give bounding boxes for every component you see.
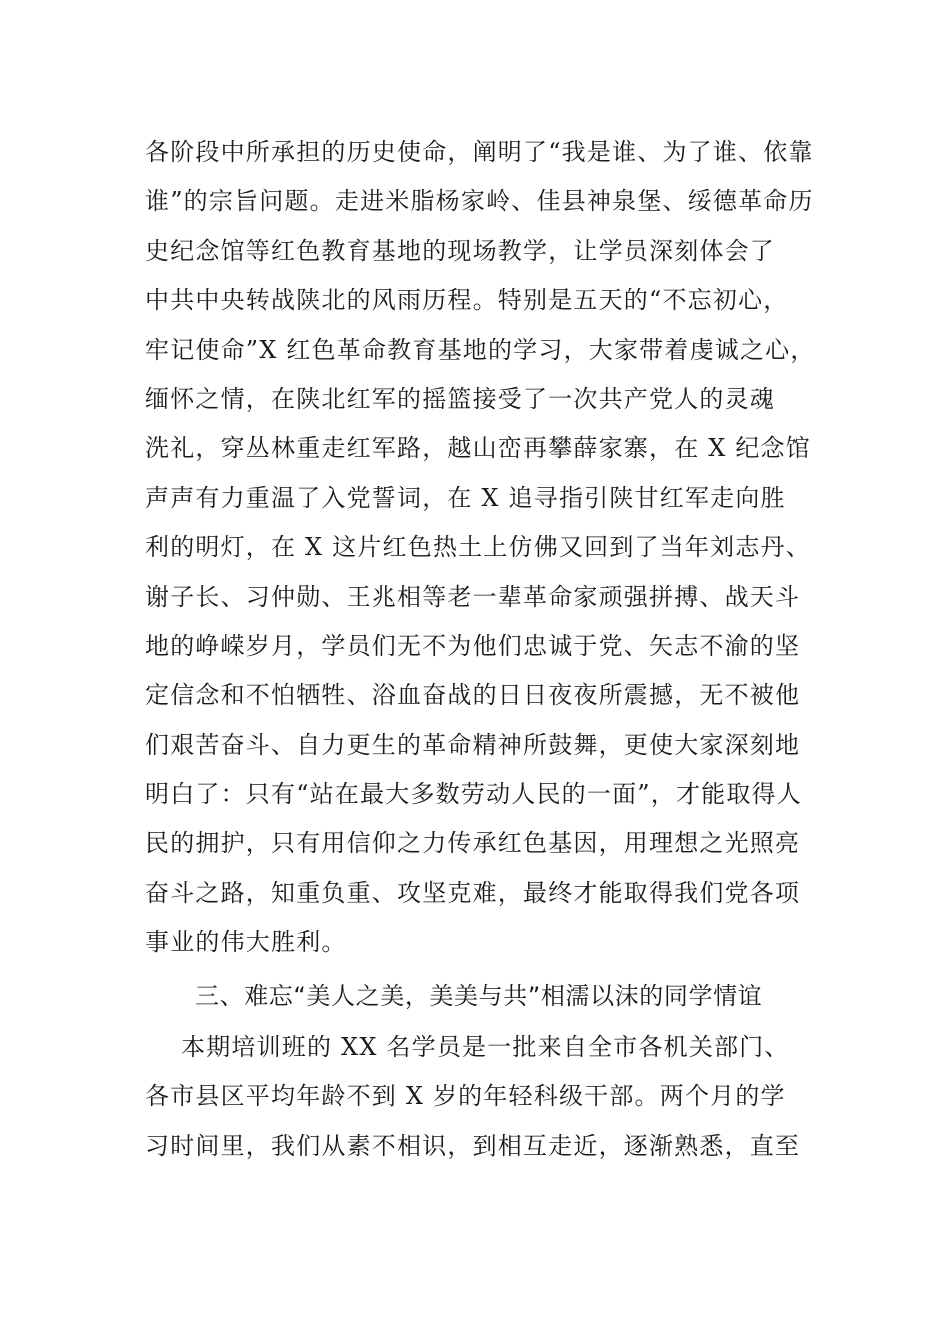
text-line: 事业的伟大胜利。 xyxy=(145,928,347,957)
text-line: 声声有力重温了入党誓词，在 X 追寻指引陕甘红军走向胜 xyxy=(145,483,786,512)
text-line: 定信念和不怕牺牲、浴血奋战的日日夜夜所震撼，无不被他 xyxy=(145,681,801,710)
text-line: 各阶段中所承担的历史使命，阐明了“我是谁、为了谁、依靠 xyxy=(145,138,814,166)
text-line: 牢记使命”X 红色革命教育基地的学习，大家带着虔诚之心， xyxy=(145,335,816,364)
document-page xyxy=(145,128,816,1171)
text-line: 习时间里，我们从素不相识，到相互走近，逐渐熟悉，直至 xyxy=(145,1131,801,1160)
text-line: 缅怀之情，在陕北红军的摇篮接受了一次共产党人的灵魂 xyxy=(145,384,775,413)
text-line: 奋斗之路，知重负重、攻坚克难，最终才能取得我们党各项 xyxy=(145,878,801,907)
text-line: 中共中央转战陕北的风雨历程。特别是五天的“不忘初心， xyxy=(145,286,789,315)
text-line: 谁”的宗旨问题。走进米脂杨家岭、佳县神泉堡、绥德革命历 xyxy=(145,187,814,216)
paragraph-2 xyxy=(145,1023,813,1171)
text-line: 各市县区平均年龄不到 X 岁的年轻科级干部。两个月的学 xyxy=(145,1082,786,1111)
text-line: 民的拥护，只有用信仰之力传承红色基因，用理想之光照亮 xyxy=(145,829,801,858)
paragraph-1 xyxy=(145,128,816,968)
text-line: 明白了：只有“站在最大多数劳动人民的一面”，才能取得人 xyxy=(145,780,802,809)
text-line: 本期培训班的 XX 名学员是一批来自全市各机关部门、 xyxy=(181,1033,790,1062)
text-line: 利的明灯，在 X 这片红色热土上仿佛又回到了当年刘志丹、 xyxy=(145,533,811,562)
text-line: 谢子长、习仲勋、王兆相等老一辈革命家顽强拼搏、战天斗 xyxy=(145,582,801,611)
text-line: 们艰苦奋斗、自力更生的革命精神所鼓舞，更使大家深刻地 xyxy=(145,730,801,759)
text-line: 洗礼，穿丛林重走红军路，越山峦再攀薛家寨，在 X 纪念馆 xyxy=(145,434,811,463)
text-line: 史纪念馆等红色教育基地的现场教学，让学员深刻体会了 xyxy=(145,236,775,265)
text-line: 地的峥嵘岁月，学员们无不为他们忠诚于党、矢志不渝的坚 xyxy=(145,631,801,660)
section-heading: 三、难忘“美人之美，美美与共”相濡以沫的同学情谊 xyxy=(195,981,763,1010)
